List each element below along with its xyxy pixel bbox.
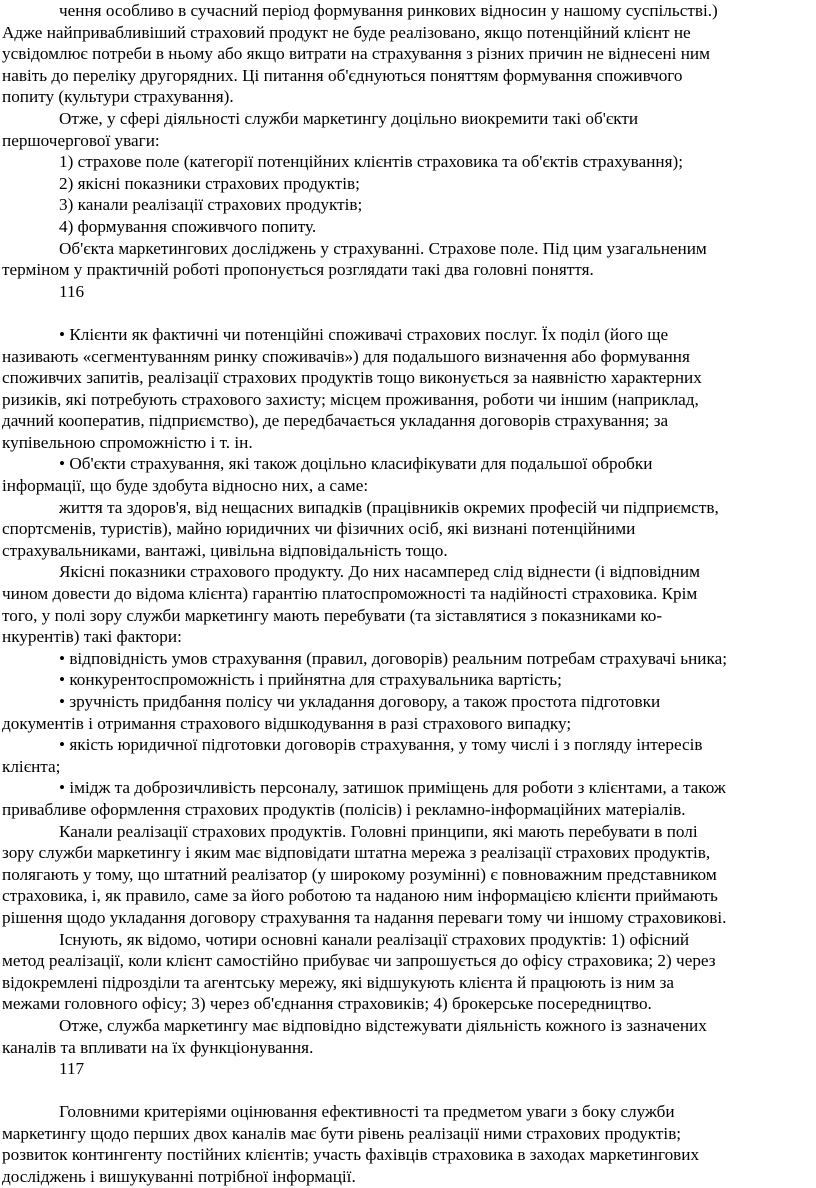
text-line: метод реалізації, коли клієнт самостійно прибуває чи запрошується до офісу страховика; 2) через — [2, 951, 716, 971]
page-break-gap-2 — [2, 1080, 814, 1102]
text-line: • Об'єкти страхування, які також доцільно класифікувати для подальшої обробки — [59, 454, 653, 474]
text-line: • конкурентоспроможність і прийнятна для страхувальника вартість; — [59, 670, 562, 690]
text-block-2 — [2, 324, 814, 1080]
text-line: чення особливо в сучасний період формування ринкових відносин у нашому суспільстві.) — [59, 1, 718, 20]
text-line: • відповідність умов страхування (правил, договорів) реальним потребам страхувачі ьника; — [59, 648, 728, 668]
text-line: чином довести до відома клієнта) гарантію платоспроможності та надійності страховика. Крім — [2, 584, 698, 604]
text-line: називають «сегментуванням ринку споживачів») для подальшого визначення або формування — [2, 346, 690, 366]
text-line: привабливе оформлення страхових продуктів (полісів) і рекламно-інформаційних матеріалів. — [2, 799, 686, 819]
text-line: Існують, як відомо, чотири основні канали реалізації страхових продуктів: 1) офісний — [59, 929, 690, 949]
text-line: 116 — [59, 281, 85, 301]
text-line: документів і отримання страхового відшкодування в разі страхового випадку; — [2, 713, 572, 733]
text-line: Отже, служба маркетингу має відповідно відстежувати діяльність кожного із зазначених — [59, 1015, 707, 1035]
text-line: 2) якісні показники страхових продуктів; — [59, 173, 360, 193]
document-page — [2, 0, 814, 1188]
text-line: 117 — [59, 1059, 85, 1079]
text-line: 4) формування споживчого попиту. — [59, 216, 317, 236]
text-block-1 — [2, 0, 814, 302]
text-line: • якість юридичної підготовки договорів страхування, у тому числі і з погляду інтересів — [59, 735, 703, 755]
text-line: клієнта; — [2, 756, 61, 776]
text-line: дачний кооператив, підприємство), де передбачається укладання договорів страхування; за — [2, 411, 669, 431]
text-line: розвиток контингенту постійних клієнтів; участь фахівців страховика в заходах маркетингових — [2, 1145, 700, 1165]
text-line: Канали реалізації страхових продуктів. Головні принципи, які мають перебувати в полі — [59, 821, 698, 841]
text-line: • імідж та доброзичливість персоналу, затишок приміщень для роботи з клієнтами, а також — [59, 778, 726, 798]
text-line: страхувальниками, вантажі, цивільна відповідальність тощо. — [2, 540, 448, 560]
text-line: нкурентів) такі фактори: — [2, 627, 182, 647]
text-line: ризиків, які потребують страхового захисту; місцем проживання, роботи чи іншим (наприклад, — [2, 389, 699, 409]
text-line: того, у полі зору служби маркетингу мають перебувати (та зіставлятися з показниками ко- — [2, 605, 663, 625]
text-line: Якісні показники страхового продукту. До них насамперед слід віднести (і відповідним — [59, 562, 700, 582]
text-line: каналів та впливати на їх функціонування. — [2, 1037, 314, 1057]
text-line: межами головного офісу; 3) через об'єднання страховиків; 4) брокерське посередництво. — [2, 994, 652, 1014]
text-line: споживчих запитів, реалізації страхових продуктів тощо виконується за наявністю характерних — [2, 368, 702, 388]
page-break-gap-1 — [2, 302, 814, 324]
text-line: Головними критеріями оцінювання ефективності та предметом уваги з боку служби — [59, 1102, 675, 1122]
text-line: • зручність придбання полісу чи укладання договору, а також простота підготовки — [59, 692, 661, 711]
text-line: 3) канали реалізації страхових продуктів; — [59, 195, 363, 215]
text-line: Об'єкта маркетингових досліджень у страхуванні. Страхове поле. Під цим узагальненим — [59, 238, 707, 258]
text-line: життя та здоров'я, від нещасних випадків (працівників окремих професій чи підприємств, — [59, 497, 719, 517]
text-line: навіть до переліку другорядних. Ці питання об'єднуються поняттям формування споживчого — [2, 65, 683, 85]
text-line: рішення щодо укладання договору страхування та надання переваги тому чи іншому страховикові. — [2, 907, 727, 927]
text-line: досліджень і вишукуванні потрібної інформації. — [2, 1167, 356, 1187]
text-line: купівельною спроможністю і т. ін. — [2, 432, 253, 452]
text-line: терміном у практичній роботі пропонується розглядати такі два головні поняття. — [2, 260, 594, 280]
text-line: полягають у тому, що штатний реалізатор (у широкому розумінні) є повноважним представником — [2, 864, 717, 884]
text-line: усвідомлює потреби в ньому або якщо витрати на страхування з різних причин не віднесені ним — [2, 44, 711, 64]
text-line: спортсменів, туристів), майно юридичних чи фізичних осіб, які визнані потенційними — [2, 519, 636, 539]
text-line: зору служби маркетингу і яким має відповідати штатна мережа з реалізації страхових продуктів, — [2, 843, 711, 863]
text-line: відокремлені підрозділи та агентську мережу, які відшукують клієнта й працюють із ним за — [2, 972, 675, 992]
text-line: попиту (культури страхування). — [2, 87, 234, 107]
text-line: • Клієнти як фактичні чи потенційні споживачі страхових послуг. Їх поділ (його ще — [59, 324, 669, 344]
text-line: страховика, і, як правило, саме за його роботою та наданою ним інформацією клієнти приймають — [2, 886, 718, 906]
text-line: Отже, у сфері діяльності служби маркетингу доцільно виокремити такі об'єкти — [59, 108, 639, 128]
text-line: 1) страхове поле (категорії потенційних клієнтів страховика та об'єктів страхування); — [59, 152, 683, 172]
text-line: маркетингу щодо перших двох каналів має бути рівень реалізації ними страхових продуктів; — [2, 1123, 682, 1143]
text-block-3 — [2, 1101, 814, 1187]
text-line: першочергової уваги: — [2, 130, 160, 150]
text-line: інформації, що буде здобута відносно них, а саме: — [2, 476, 369, 496]
text-line: Адже найпривабливіший страховий продукт не буде реалізовано, якщо потенційний клієнт не — [2, 22, 691, 42]
